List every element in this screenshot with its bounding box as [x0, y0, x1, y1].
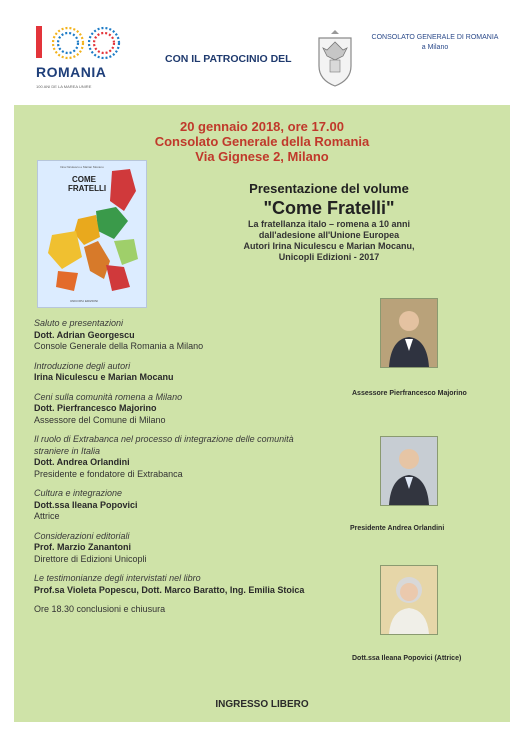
portrait-man-icon [381, 437, 437, 505]
header [0, 0, 523, 100]
program-item [34, 531, 324, 566]
program-role: Console Generale della Romania a Milano [34, 341, 204, 351]
consolato-line2: a Milano [421, 44, 449, 51]
portrait-man-icon [381, 299, 437, 367]
volume-line2: dall'adesione all'Unione Europea [258, 230, 400, 240]
cover-title [68, 175, 106, 193]
volume-info [164, 181, 494, 263]
volume-line3: Autori Irina Niculescu e Marian Mocanu, [243, 241, 415, 251]
event-date: 20 gennaio 2018, ore 17.00 [179, 119, 345, 134]
volume-line4: Unicopli Edizioni - 2017 [278, 252, 380, 262]
invitation-panel [14, 105, 510, 722]
program-speaker: Dott. Andrea Orlandini [34, 457, 130, 467]
volume-presentazione: Presentazione del volume [249, 181, 409, 196]
cover-title-line1: COME [72, 175, 96, 184]
romania-coat-of-arms-icon [313, 30, 357, 88]
program-topic: Cultura e integrazione [34, 488, 123, 498]
program-topic: Le testimonianze degli intervistati nel libro [34, 573, 201, 583]
cover-authors: Irina Niculescu e Marian Mocanu [60, 165, 104, 169]
logo-tagline: 100 ANI DE LA MAREA UNIRE [36, 84, 92, 89]
program-speaker: Prof.sa Violeta Popescu, Dott. Marco Baratto, Ing. Emilia Stoica [34, 584, 305, 595]
consolato-line1: CONSOLATO GENERALE DI ROMANIA [371, 34, 499, 41]
program-role: Attrice [34, 511, 60, 521]
program-item [34, 488, 324, 523]
program-speaker: Prof. Marzio Zanantoni [34, 542, 132, 552]
portrait-woman-icon [381, 566, 437, 634]
photo-majorino [380, 298, 438, 368]
program-speaker: Dott. Pierfrancesco Majorino [34, 403, 157, 413]
program-topic: Introduzione degli autori [34, 360, 131, 371]
caption-majorino: Assessore Pierfrancesco Majorino [352, 390, 467, 397]
program-role: Direttore di Edizioni Unicopli [34, 553, 147, 564]
book-cover [37, 160, 147, 308]
centenary-digits-icon [34, 24, 124, 62]
program-item [34, 392, 324, 427]
program-topic: Il ruolo di Extrabanca nel processo di integrazione delle comunità straniere in Italia [34, 434, 294, 456]
ingresso-libero: INGRESSO LIBERO [215, 699, 309, 710]
program-speaker: Dott. Adrian Georgescu [34, 329, 135, 340]
cover-publisher: UNICOPLI EDIZIONI [70, 299, 99, 303]
program-speaker: Dott.ssa Ileana Popovici [34, 499, 138, 510]
program-item [34, 318, 324, 353]
program-speaker: Irina Niculescu e Marian Mocanu [34, 372, 174, 382]
program-item [34, 361, 324, 384]
caption-orlandini: Presidente Andrea Orlandini [350, 525, 445, 532]
event-address: Via Gignese 2, Milano [195, 149, 329, 164]
program-list [34, 318, 324, 616]
program-topic: Considerazioni editoriali [34, 530, 130, 541]
program-topic: Saluto e presentazioni [34, 318, 124, 328]
event-venue: Consolato Generale della Romania [154, 134, 370, 149]
romania-centenary-logo [34, 24, 124, 94]
closing-note: Ore 18.30 conclusioni e chiusura [34, 604, 166, 614]
program-role: Presidente e fondatore di Extrabanca [34, 468, 183, 479]
program-item [34, 434, 324, 480]
program-topic: Ceni sulla comunità romena a Milano [34, 391, 183, 402]
event-info [14, 119, 510, 164]
logo-word: ROMANIA [36, 64, 107, 80]
program-item [34, 573, 324, 596]
program-role: Assessore del Comune di Milano [34, 414, 166, 425]
patrocinio-label: CON IL PATROCINIO DEL [165, 53, 292, 65]
photo-orlandini [380, 436, 438, 506]
consolato-label [360, 33, 510, 53]
photo-popovici [380, 565, 438, 635]
cover-title-line2: FRATELLI [68, 184, 107, 193]
caption-popovici: Dott.ssa Ileana Popovici (Attrice) [352, 655, 462, 662]
volume-title: "Come Fratelli" [263, 198, 395, 218]
volume-line1: La fratellanza italo – romena a 10 anni [247, 219, 411, 229]
